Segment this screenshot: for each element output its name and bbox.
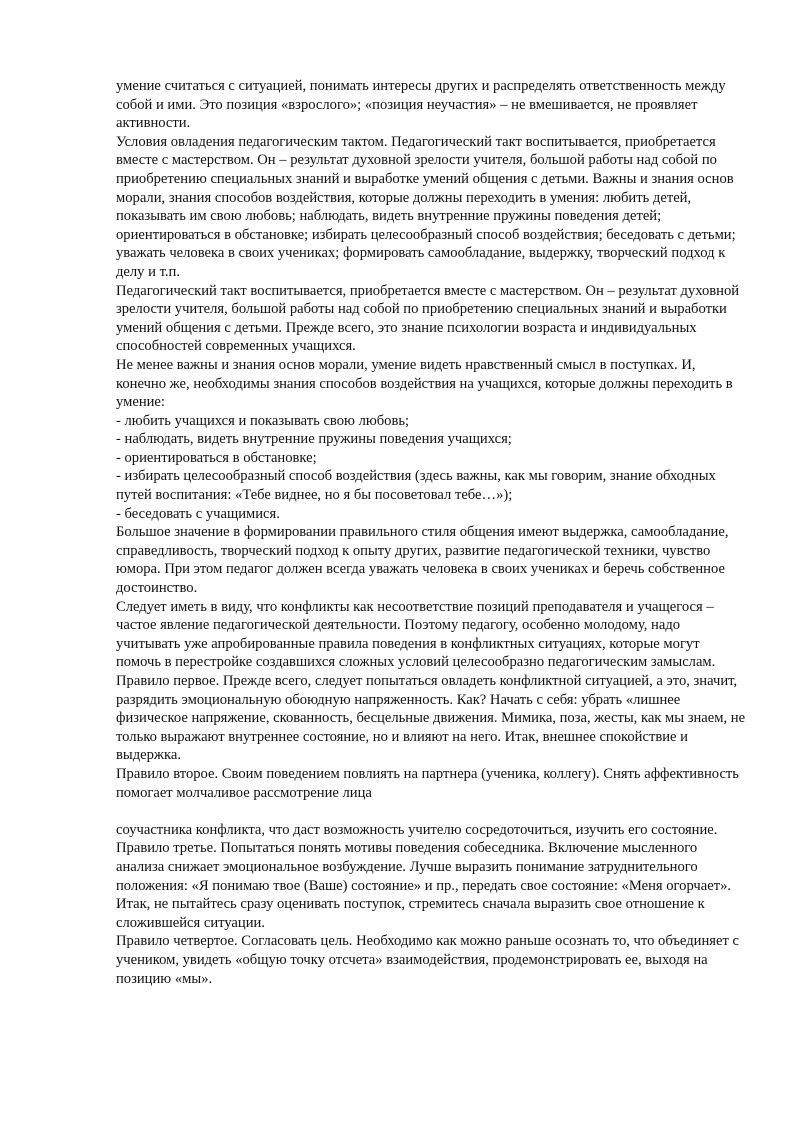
list-item: - любить учащихся и показывать свою любовь; [116,412,410,429]
document-page [116,77,746,988]
paragraph: Правило третье. Попытаться понять мотивы поведения собеседника. Включение мысленного анализа снижает эмоциональное возбуждение. Лучше выразить понимание затруднительного положения: «Я понимаю твое (Ваше) состояние» и пр., передать свое состояние: «Меня огорчает». Итак, не пытайтесь сразу оценивать поступок, стремитесь сначала выразить свое отношение к сложившейся ситуации. [116,840,732,931]
list-item: - избирать целесообразный способ воздействия (здесь важны, как мы говорим, знание обходных путей воспитания: «Тебе виднее, но я бы посоветовал тебе…»); [116,468,716,504]
paragraph: Условия овладения педагогическим тактом. Педагогический такт воспитывается, приобретается вместе с мастерством. Он – результат духовной зрелости учителя, большой работы над собой по приобретению специальных знаний и выработке умений общения с детьми. Важны и знания основ морали, знания способов воздействия, которые должны переходить в умения: любить детей, показывать им свою любовь; наблюдать, видеть внутренние пружины поведения детей; ориентироваться в обстановке; избирать целесообразный способ воздействия; беседовать с детьми; уважать человека в своих учениках; формировать самообладание, выдержку, творческий подход к делу и т.п. [116,133,736,280]
list-item: - беседовать с учащимися. [116,505,280,522]
paragraph: умение считаться с ситуацией, понимать интересы других и распределять ответственность между собой и ими. Это позиция «взрослого»; «позиция неучастия» – не вмешивается, не проявляет активности. [116,78,726,132]
paragraph: Правило первое. Прежде всего, следует попытаться овладеть конфликтной ситуацией, а это, значит, разрядить эмоциональную обоюдную напряженность. Как? Начать с себя: убрать «лишнее физическое напряжение, скованность, бесцельные движения. Мимика, поза, жесты, как мы знаем, не только выражают внутреннее состояние, но и влияют на него. Итак, внешнее спокойствие и выдержка. [116,673,746,764]
paragraph-gap [116,802,746,821]
paragraph: соучастника конфликта, что даст возможность учителю сосредоточиться, изучить его состояние. [116,821,718,838]
paragraph: Педагогический такт воспитывается, приобретается вместе с мастерством. Он – результат духовной зрелости учителя, большой работы над собой по приобретению специальных знаний и выработки умений общения с детьми. Прежде всего, это знание психологии возраста и индивидуальных способностей современных учащихся. [116,282,740,355]
paragraph: Большое значение в формировании правильного стиля общения имеют выдержка, самообладание, справедливость, творческий подход к опыту других, развитие педагогической техники, чувство юмора. При этом педагог должен всегда уважать человека в своих учениках и беречь собственное достоинство. [116,524,729,597]
paragraph: Не менее важны и знания основ морали, умение видеть нравственный смысл в поступках. И, конечно же, необходимы знания способов воздействия на учащихся, которые должны переходить в умение: [116,356,733,411]
list-item: - ориентироваться в обстановке; [116,449,317,466]
list-item: - наблюдать, видеть внутренние пружины поведения учащихся; [116,431,512,448]
paragraph: Следует иметь в виду, что конфликты как несоответствие позиций преподавателя и учащегося – частое явление педагогической деятельности. Поэтому педагогу, особенно молодому, надо учитывать уже апробированные правила поведения в конфликтных ситуациях, которые могут помочь в перестройке создавшихся сложных условий целесообразно педагогическим замыслам. [116,598,716,671]
paragraph: Правило второе. Своим поведением повлиять на партнера (ученика, коллегу). Снять аффективность помогает молчаливое рассмотрение лица [116,765,739,801]
paragraph: Правило четвертое. Согласовать цель. Необходимо как можно раньше осознать то, что объединяет с учеником, увидеть «общую точку отсчета» взаимодействия, продемонстрировать ее, выходя на позицию «мы». [116,933,739,987]
